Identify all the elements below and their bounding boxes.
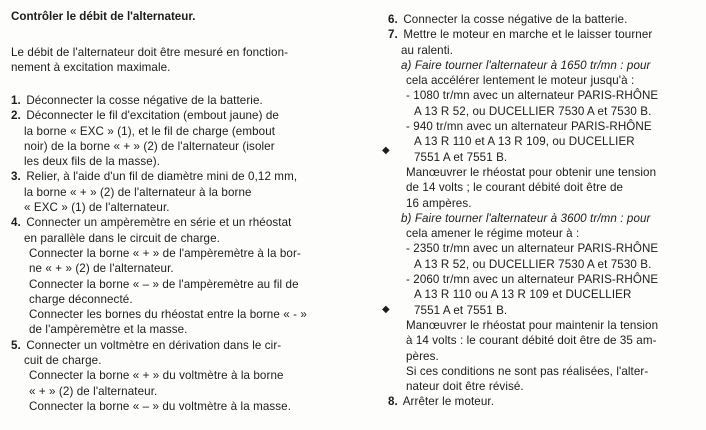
step-text: la borne « EXC » (1), et le fil de charge (embout	[24, 124, 276, 138]
step-text: - 2350 tr/mn avec un alternateur PARIS-RHÔNE	[406, 242, 659, 256]
step-text: Déconnecter la cosse négative de la batterie.	[26, 94, 263, 107]
step-number: 3.	[11, 170, 21, 184]
step-text: nateur doit être révisé.	[406, 380, 524, 394]
step-text: ne « + » (2) de l'alternateur.	[29, 262, 174, 276]
step-text: - 2060 tr/mn avec un alternateur PARIS-RHÔNE	[406, 273, 659, 287]
step-text: « + » (2) de l'alternateur.	[29, 384, 158, 398]
step-text: Connecter la borne « + » de l'ampèremètre à la bor-	[29, 246, 301, 260]
step-text: noir) de la borne « + » (2) de l'alternateur (isoler	[24, 139, 275, 153]
intro-paragraph	[11, 45, 288, 76]
step-text: cela amener le régime moteur à :	[406, 227, 580, 241]
section-title: Contrôler le débit de l'alternateur.	[11, 10, 196, 23]
intro-line: Le débit de l'alternateur doit être mesuré en fonction-	[11, 46, 289, 59]
step-5	[11, 338, 307, 353]
step-7	[388, 27, 700, 42]
step-number: 1.	[11, 94, 21, 107]
step-3	[11, 169, 307, 184]
intro-line: nement à excitation maximale.	[11, 61, 171, 75]
step-text: Connecter la borne « – » du voltmètre à la masse.	[29, 399, 292, 413]
step-number: 7.	[388, 28, 398, 42]
step-text: 16 ampères.	[406, 196, 472, 210]
step-text: charge déconnecté.	[29, 292, 133, 306]
substep-b-heading: b) Faire tourner l'alternateur à 3600 tr/mn : pour	[401, 211, 651, 225]
step-text: Manœuvrer le rhéostat pour maintenir la tension	[406, 318, 659, 332]
step-4	[11, 215, 307, 230]
step-text: « EXC » (1) de l'alternateur.	[24, 201, 170, 215]
step-number: 6.	[388, 13, 398, 26]
step-text: Si ces conditions ne sont pas réalisées, l'alter-	[406, 364, 649, 378]
diamond-bullet-icon: ◆	[382, 304, 390, 315]
step-text: de 14 volts ; le courant débité doit être de	[406, 181, 624, 195]
substep-a-heading: a) Faire tourner l'alternateur à 1650 tr/mn : pour	[401, 58, 651, 72]
step-text: les deux fils de la masse).	[24, 155, 161, 169]
step-text: cela accélérer lentement le moteur jusqu'à :	[406, 74, 635, 88]
step-text: Relier, à l'aide d'un fil de diamètre mini de 0,12 mm,	[26, 170, 298, 184]
step-text: 7551 A et 7551 B.	[414, 150, 508, 164]
step-text: Connecter les bornes du rhéostat entre la borne « - »	[29, 308, 307, 322]
step-text: A 13 R 52, ou DUCELLIER 7530 A et 7530 B.	[414, 257, 652, 271]
step-text: Connecter la cosse négative de la batterie.	[403, 13, 628, 26]
step-text: A 13 R 110 et A 13 R 109, ou DUCELLIER	[414, 135, 635, 149]
step-8	[388, 394, 700, 409]
step-text: pères.	[406, 349, 439, 363]
step-text: - 1080 tr/mn avec un alternateur PARIS-RHÔNE	[406, 89, 659, 103]
step-text: Déconnecter le fil d'excitation (embout jaune) de	[26, 109, 279, 123]
step-text: la borne « + » (2) de l'alternateur à la borne	[24, 185, 252, 199]
step-number: 5.	[11, 338, 21, 352]
step-text: - 940 tr/mn avec un alternateur PARIS-RHÔNE	[406, 120, 652, 134]
step-text: 7551 A et 7551 B.	[414, 303, 508, 317]
step-text: cuit de charge.	[24, 354, 102, 368]
step-number: 4.	[11, 216, 21, 230]
left-steps	[11, 93, 307, 414]
step-1	[11, 93, 307, 108]
step-2	[11, 108, 307, 123]
step-text: Connecter un voltmètre en dérivation dans le cir-	[26, 338, 282, 352]
step-text: A 13 R 52, ou DUCELLIER 7530 A et 7530 B.	[414, 104, 652, 118]
step-text: Mettre le moteur en marche et le laisser tourner	[403, 28, 653, 42]
right-steps	[388, 12, 700, 410]
step-number: 2.	[11, 109, 21, 123]
step-text: Connecter un ampèremètre en série et un rhéostat	[26, 216, 292, 230]
step-text: Arrêter le moteur.	[402, 395, 495, 409]
step-text: en parallèle dans le circuit de charge.	[24, 231, 220, 245]
step-text: Manœuvrer le rhéostat pour obtenir une tension	[406, 165, 657, 179]
step-6	[388, 12, 700, 27]
step-text: à 14 volts : le courant débité doit être de 35 am-	[406, 334, 657, 348]
diamond-bullet-icon: ◆	[382, 145, 390, 156]
step-text: Connecter la borne « – » de l'ampèremètre au fil de	[29, 277, 299, 291]
step-text: au ralenti.	[401, 43, 454, 57]
step-text: de l'ampèremètre et la masse.	[29, 323, 188, 337]
step-text: A 13 R 110 ou A 13 R 109 et DUCELLIER	[414, 288, 632, 302]
step-text: Connecter la borne « + » du voltmètre à la borne	[29, 369, 284, 383]
step-number: 8.	[388, 395, 398, 409]
